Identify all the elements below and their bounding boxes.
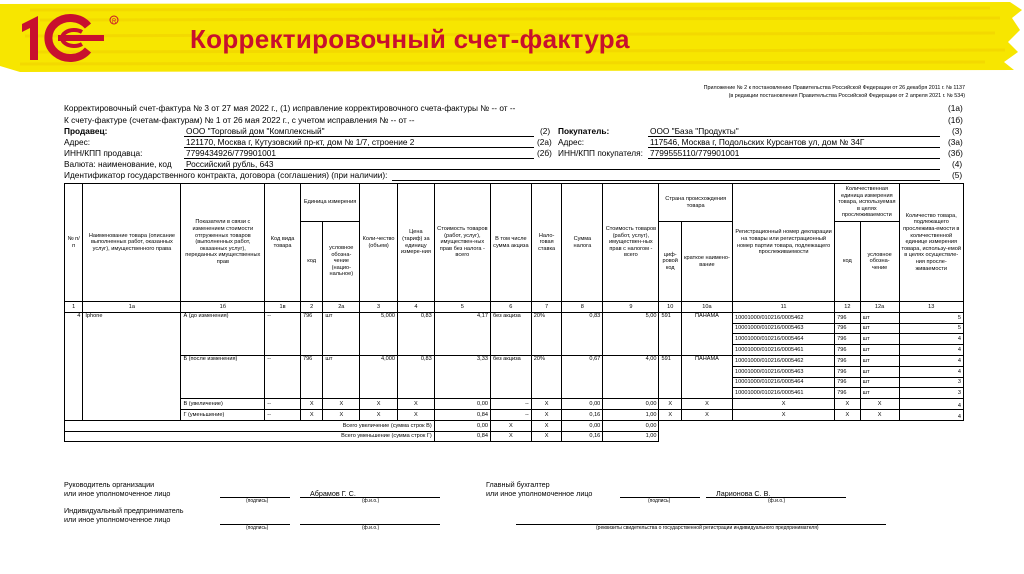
trace-code: 796	[835, 355, 861, 366]
column-number-row	[65, 302, 964, 313]
col-header-unit-name: условное обозна-чение (нацио-нальное)	[323, 222, 360, 302]
x-mark: X	[733, 399, 835, 410]
x-mark: X	[659, 409, 681, 420]
increase-kind: --	[265, 399, 301, 410]
trace-name: шт	[860, 334, 899, 345]
after-kind: --	[265, 355, 301, 398]
trace-qty: 3	[899, 388, 964, 399]
col-header-qty: Коли-чество (объем)	[360, 184, 398, 302]
x-mark: X	[300, 399, 322, 410]
before-country-name: ПАНАМА	[681, 312, 732, 355]
contract-label: Идентификатор государственного контракта, договора (соглашения) (при наличии):	[64, 170, 388, 180]
seller-code: (2)	[540, 126, 551, 136]
seller-inn-code: (2б)	[537, 148, 552, 158]
ip-fio-caption: (ф.и.о.)	[362, 525, 380, 531]
colnum: 1а	[83, 302, 181, 313]
table-row	[65, 409, 964, 420]
x-mark: X	[398, 409, 435, 420]
trace-code: 796	[835, 345, 861, 356]
before-rate: 20%	[531, 312, 562, 355]
before-price: 0,83	[398, 312, 435, 355]
col-header-regnum: Регистрационный номер декларации на товары или регистрационный номер партии товара, подлежащего прослеживаемости	[733, 184, 835, 302]
total-increase-cost-without-tax: 0,00	[434, 420, 490, 431]
col-header-trace-name: условное обозна-чение	[860, 222, 899, 302]
trace-regnum: 10001000/010216/0005461	[733, 345, 835, 356]
after-country-name: ПАНАМА	[681, 355, 732, 398]
trace-regnum: 10001000/010216/0005463	[733, 366, 835, 377]
before-unit-name: шт	[323, 312, 360, 355]
row-number: 4	[65, 312, 83, 420]
contract-underline	[392, 180, 940, 181]
buyer-address-code: (3а)	[948, 137, 963, 147]
total-decrease-cost-with-tax: 1,00	[603, 431, 659, 442]
col-header-trace-qty: Количество товара, подлежащего прослежива-емости в количественной единице измерения товара, использу-емой в целях осуществле-ния просле-живаемости	[899, 184, 964, 302]
total-row	[65, 420, 964, 431]
col-header-unit-code: код	[300, 222, 322, 302]
increase-tax: 0,00	[562, 399, 603, 410]
empty-cell	[659, 431, 964, 442]
header-banner	[0, 0, 1024, 78]
colnum: 1	[65, 302, 83, 313]
currency-label: Валюта: наименование, код	[64, 159, 172, 169]
decrease-kind: --	[265, 409, 301, 420]
after-price: 0,83	[398, 355, 435, 398]
seller-value: ООО "Торговый дом "Комплексный"	[186, 126, 325, 136]
before-tax: 0,83	[562, 312, 603, 355]
colnum: 1б	[181, 302, 265, 313]
appendix-line1: Приложение № 2 к постановлению Правительства Российской Федерации от 26 декабря 2011 г. № 1137	[703, 85, 965, 91]
buyer-inn-label: ИНН/КПП покупателя:	[558, 148, 643, 158]
colnum: 1в	[265, 302, 301, 313]
seller-address-code: (2а)	[537, 137, 552, 147]
col-header-cost-without-tax: Стоимость товаров (работ, услуг), имуществен-ных прав без налога - всего	[434, 184, 490, 302]
appendix-note	[655, 84, 965, 100]
trace-name: шт	[860, 355, 899, 366]
x-mark: X	[733, 409, 835, 420]
head-sign-caption: (подпись)	[246, 498, 269, 504]
colnum: 3	[360, 302, 398, 313]
colnum: 12а	[860, 302, 899, 313]
total-increase-tax: 0,00	[562, 420, 603, 431]
x-mark: X	[531, 431, 562, 442]
invoice-table	[64, 183, 964, 442]
before-cost-with-tax: 5,00	[603, 312, 659, 355]
total-increase-label: Всего увеличение (сумма строк В)	[65, 420, 435, 431]
table-row	[65, 399, 964, 410]
increase-trace-qty: 4	[899, 399, 964, 410]
decrease-tax: 0,16	[562, 409, 603, 420]
colnum: 4	[398, 302, 435, 313]
trace-code: 796	[835, 312, 861, 323]
col-header-cost-with-tax: Стоимость товаров (работ, услуг), имуществен-ных прав с налогом - всего	[603, 184, 659, 302]
colnum: 5	[434, 302, 490, 313]
colnum: 6	[490, 302, 531, 313]
col-header-trace-unit: Количественная единица измерения товара, используемая в целях прослеживаемости	[835, 184, 899, 222]
increase-excise: --	[490, 399, 531, 410]
source-invoice-line: К счету-фактуре (счетам-фактурам) № 1 от 26 мая 2022 г., с учетом исправления № -- от --	[64, 115, 415, 125]
colnum: 12	[835, 302, 861, 313]
after-unit-name: шт	[323, 355, 360, 398]
before-label: А (до изменения)	[181, 312, 265, 355]
total-row	[65, 431, 964, 442]
col-header-tax: Сумма налога	[562, 184, 603, 302]
seller-address-label: Адрес:	[64, 137, 91, 147]
after-qty: 4,000	[360, 355, 398, 398]
before-unit-code: 796	[300, 312, 322, 355]
trace-code: 796	[835, 388, 861, 399]
before-excise: без акциза	[490, 312, 531, 355]
after-label: Б (после изменения)	[181, 355, 265, 398]
x-mark: X	[860, 409, 899, 420]
col-header-country-name: краткое наимено-вание	[681, 222, 732, 302]
decrease-trace-qty: 4	[899, 409, 964, 420]
trace-qty: 5	[899, 312, 964, 323]
trace-regnum: 10001000/010216/0005462	[733, 312, 835, 323]
increase-cost-with-tax: 0,00	[603, 399, 659, 410]
code-1a: (1а)	[948, 103, 963, 113]
decrease-cost-with-tax: 1,00	[603, 409, 659, 420]
accountant-label-1: Главный бухгалтер	[486, 480, 550, 489]
buyer-code: (3)	[952, 126, 963, 136]
col-header-country-code: циф-ровой код	[659, 222, 681, 302]
x-mark: X	[681, 399, 732, 410]
x-mark: X	[531, 399, 562, 410]
x-mark: X	[490, 431, 531, 442]
colnum: 11	[733, 302, 835, 313]
after-unit-code: 796	[300, 355, 322, 398]
col-header-country: Страна происхождения товара	[659, 184, 733, 222]
table-row	[65, 312, 964, 323]
x-mark: X	[300, 409, 322, 420]
appendix-line2: (в редакции постановления Правительства Российской Федерации от 2 апреля 2021 г. № 534)	[728, 93, 965, 99]
accountant-fio-caption: (ф.и.о.)	[768, 498, 786, 504]
before-country-code: 591	[659, 312, 681, 355]
ip-label-1: Индивидуальный предприниматель	[64, 506, 184, 515]
head-fio-caption: (ф.и.о.)	[362, 498, 380, 504]
after-excise: без акциза	[490, 355, 531, 398]
buyer-label: Покупатель:	[558, 126, 610, 136]
trace-name: шт	[860, 323, 899, 334]
after-rate: 20%	[531, 355, 562, 398]
accountant-sign-caption: (подпись)	[648, 498, 671, 504]
x-mark: X	[835, 409, 861, 420]
total-decrease-cost-without-tax: 0,84	[434, 431, 490, 442]
x-mark: X	[398, 399, 435, 410]
colnum: 13	[899, 302, 964, 313]
colnum: 8	[562, 302, 603, 313]
increase-label: В (увеличение)	[181, 399, 265, 410]
trace-code: 796	[835, 334, 861, 345]
x-mark: X	[681, 409, 732, 420]
after-cost-without-tax: 3,33	[434, 355, 490, 398]
invoice-title-line: Корректировочный счет-фактура № 3 от 27 мая 2022 г., (1) исправление корректировочного счета-фактуры № -- от --	[64, 103, 516, 113]
trace-code: 796	[835, 377, 861, 388]
head-label-1: Руководитель организации	[64, 480, 155, 489]
svg-text:R: R	[112, 19, 117, 25]
increase-cost-without-tax: 0,00	[434, 399, 490, 410]
seller-label: Продавец:	[64, 126, 108, 136]
empty-cell	[659, 420, 964, 431]
accountant-label-2: или иное уполномоченное лицо	[486, 489, 593, 498]
x-mark: X	[490, 420, 531, 431]
before-kind: --	[265, 312, 301, 355]
trace-code: 796	[835, 323, 861, 334]
after-cost-with-tax: 4,00	[603, 355, 659, 398]
col-header-num: № п/п	[65, 184, 83, 302]
x-mark: X	[835, 399, 861, 410]
trace-name: шт	[860, 345, 899, 356]
table-row	[65, 355, 964, 366]
trace-regnum: 10001000/010216/0005461	[733, 388, 835, 399]
head-label-2: или иное уполномоченное лицо	[64, 489, 171, 498]
buyer-inn: 7799555110/779901001	[650, 148, 740, 158]
buyer-value: ООО "База "Продукты"	[650, 126, 739, 136]
trace-qty: 5	[899, 323, 964, 334]
trace-regnum: 10001000/010216/0005464	[733, 377, 835, 388]
x-mark: X	[360, 399, 398, 410]
contract-code: (5)	[952, 170, 963, 180]
trace-regnum: 10001000/010216/0005463	[733, 323, 835, 334]
buyer-inn-underline	[648, 158, 940, 159]
x-mark: X	[659, 399, 681, 410]
col-header-rate: Нало-говая ставка	[531, 184, 562, 302]
x-mark: X	[360, 409, 398, 420]
colnum: 7	[531, 302, 562, 313]
x-mark: X	[323, 409, 360, 420]
colnum: 10а	[681, 302, 732, 313]
col-header-kind: Код вида товара	[265, 184, 301, 302]
page-title: Корректировочный счет-фактура	[190, 24, 630, 54]
decrease-excise: --	[490, 409, 531, 420]
trace-name: шт	[860, 377, 899, 388]
trace-qty: 4	[899, 334, 964, 345]
trace-name: шт	[860, 312, 899, 323]
x-mark: X	[323, 399, 360, 410]
col-header-price: Цена (тариф) за единицу измере-ния	[398, 184, 435, 302]
colnum: 2а	[323, 302, 360, 313]
product-name: Iphone	[83, 312, 181, 420]
head-name: Абрамов Г. С.	[310, 489, 356, 498]
currency-code: (4)	[952, 159, 963, 169]
trace-code: 796	[835, 366, 861, 377]
seller-address: 121170, Москва г, Кутузовский пр-кт, дом № 1/7, строение 2	[186, 137, 415, 147]
decrease-cost-without-tax: 0,84	[434, 409, 490, 420]
after-tax: 0,67	[562, 355, 603, 398]
trace-qty: 4	[899, 345, 964, 356]
trace-qty: 4	[899, 355, 964, 366]
trace-name: шт	[860, 366, 899, 377]
col-header-excise: В том числе сумма акциза	[490, 184, 531, 302]
trace-qty: 3	[899, 377, 964, 388]
code-1b: (1б)	[948, 115, 963, 125]
decrease-label: Г (уменьшение)	[181, 409, 265, 420]
currency-value: Российский рубль, 643	[186, 159, 274, 169]
trace-regnum: 10001000/010216/0005464	[733, 334, 835, 345]
col-header-indicators: Показатели в связи с изменением стоимости отгруженных товаров (выполненных работ, оказанных услуг), переданных имущественных прав	[181, 184, 265, 302]
total-decrease-label: Всего уменьшение (сумма строк Г)	[65, 431, 435, 442]
ip-requisites-caption: (реквизиты свидетельства о государственной регистрации индивидуального предпринимателя)	[596, 525, 819, 531]
col-header-unit: Единица измерения	[300, 184, 359, 222]
ip-label-2: или иное уполномоченное лицо	[64, 515, 171, 524]
accountant-name: Ларионова С. В.	[716, 489, 771, 498]
col-header-trace-code: код	[835, 222, 861, 302]
x-mark: X	[860, 399, 899, 410]
total-decrease-tax: 0,16	[562, 431, 603, 442]
trace-qty: 4	[899, 366, 964, 377]
x-mark: X	[531, 409, 562, 420]
after-country-code: 591	[659, 355, 681, 398]
colnum: 10	[659, 302, 681, 313]
total-increase-cost-with-tax: 0,00	[603, 420, 659, 431]
buyer-address: 117546, Москва г, Подольских Курсантов ул, дом № 34Г	[650, 137, 865, 147]
col-header-name: Наименование товара (описание выполненных работ, оказанных услуг), имущественного права	[83, 184, 181, 302]
colnum: 2	[300, 302, 322, 313]
buyer-inn-code: (3б)	[948, 148, 963, 158]
ip-sign-caption: (подпись)	[246, 525, 269, 531]
trace-name: шт	[860, 388, 899, 399]
before-qty: 5,000	[360, 312, 398, 355]
seller-inn-label: ИНН/КПП продавца:	[64, 148, 143, 158]
seller-inn: 7799434926/779901001	[186, 148, 276, 158]
buyer-address-label: Адрес:	[558, 137, 585, 147]
trace-regnum: 10001000/010216/0005462	[733, 355, 835, 366]
before-cost-without-tax: 4,17	[434, 312, 490, 355]
x-mark: X	[531, 420, 562, 431]
colnum: 9	[603, 302, 659, 313]
